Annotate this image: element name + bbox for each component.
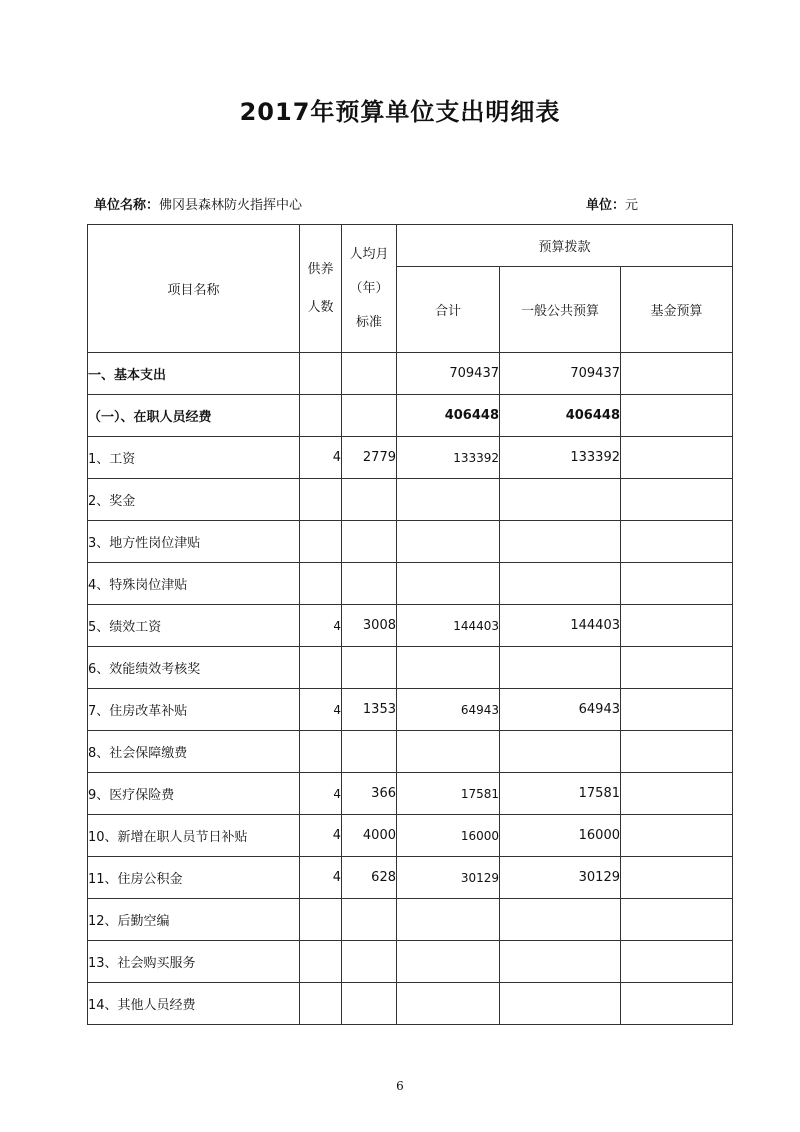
row-fund	[621, 647, 733, 689]
row-name: 一、基本支出	[88, 353, 300, 395]
header-support-count-line2: 人数	[307, 299, 334, 315]
table-row	[88, 563, 733, 605]
page-title: 2017年预算单位支出明细表	[239, 98, 561, 126]
row-general: 709437	[500, 353, 621, 395]
row-count	[300, 731, 342, 773]
row-fund	[621, 479, 733, 521]
header-support-count-line1: 供养	[307, 261, 334, 277]
row-count	[300, 563, 342, 605]
row-count	[300, 395, 342, 437]
row-total	[397, 479, 500, 521]
header-per-capita-standard	[342, 225, 397, 353]
row-count: 4	[300, 857, 342, 899]
row-general	[500, 647, 621, 689]
row-name: 12、后勤空编	[88, 899, 300, 941]
row-general	[500, 521, 621, 563]
row-total: 16000	[397, 815, 500, 857]
row-name: （一）、在职人员经费	[88, 395, 300, 437]
row-name: 10、新增在职人员节日补贴	[88, 815, 300, 857]
row-fund	[621, 773, 733, 815]
header-general-public-budget: 一般公共预算	[500, 267, 621, 353]
table-row	[88, 899, 733, 941]
row-standard	[342, 479, 397, 521]
row-fund	[621, 731, 733, 773]
table-row	[88, 479, 733, 521]
row-count: 4	[300, 773, 342, 815]
row-total	[397, 731, 500, 773]
row-fund	[621, 353, 733, 395]
row-count	[300, 521, 342, 563]
header-support-count	[300, 225, 342, 353]
row-name: 13、社会购买服务	[88, 941, 300, 983]
row-count	[300, 647, 342, 689]
row-total	[397, 647, 500, 689]
row-standard	[342, 941, 397, 983]
row-general: 17581	[500, 773, 621, 815]
row-count	[300, 479, 342, 521]
row-name: 4、特殊岗位津贴	[88, 563, 300, 605]
table-row	[88, 605, 733, 647]
row-count: 4	[300, 437, 342, 479]
header-standard-line3: 标准	[355, 314, 382, 330]
row-standard	[342, 731, 397, 773]
unit-name-line	[94, 194, 302, 213]
row-count	[300, 983, 342, 1025]
row-total: 30129	[397, 857, 500, 899]
row-name: 14、其他人员经费	[88, 983, 300, 1025]
header-budget-allocation: 预算拨款	[397, 225, 733, 267]
row-standard	[342, 395, 397, 437]
row-standard	[342, 563, 397, 605]
row-total	[397, 899, 500, 941]
unit-label: 单位：	[586, 198, 626, 213]
row-fund	[621, 899, 733, 941]
table-row	[88, 437, 733, 479]
row-general: 406448	[500, 395, 621, 437]
table-row	[88, 521, 733, 563]
row-fund	[621, 605, 733, 647]
row-fund	[621, 563, 733, 605]
row-count	[300, 941, 342, 983]
page-number: 6	[396, 1079, 404, 1093]
row-general: 144403	[500, 605, 621, 647]
row-standard: 628	[342, 857, 397, 899]
row-name: 9、医疗保险费	[88, 773, 300, 815]
row-total	[397, 983, 500, 1025]
table-row	[88, 815, 733, 857]
row-general	[500, 899, 621, 941]
row-fund	[621, 395, 733, 437]
row-fund	[621, 983, 733, 1025]
table-row	[88, 689, 733, 731]
row-general: 133392	[500, 437, 621, 479]
row-name: 7、住房改革补贴	[88, 689, 300, 731]
table-row	[88, 353, 733, 395]
header-total: 合计	[397, 267, 500, 353]
row-fund	[621, 815, 733, 857]
row-fund	[621, 437, 733, 479]
row-total	[397, 521, 500, 563]
row-total: 17581	[397, 773, 500, 815]
row-total	[397, 941, 500, 983]
unit-name-label: 单位名称：	[94, 198, 160, 213]
row-total: 709437	[397, 353, 500, 395]
row-name: 8、社会保障缴费	[88, 731, 300, 773]
row-standard: 366	[342, 773, 397, 815]
table-row	[88, 857, 733, 899]
row-general	[500, 983, 621, 1025]
row-standard	[342, 353, 397, 395]
row-name: 6、效能绩效考核奖	[88, 647, 300, 689]
unit-line	[586, 194, 638, 213]
row-name: 5、绩效工资	[88, 605, 300, 647]
table-row	[88, 773, 733, 815]
row-general	[500, 479, 621, 521]
row-count: 4	[300, 689, 342, 731]
row-standard: 1353	[342, 689, 397, 731]
table-row	[88, 395, 733, 437]
row-standard: 3008	[342, 605, 397, 647]
row-standard	[342, 899, 397, 941]
row-standard	[342, 647, 397, 689]
table-row	[88, 731, 733, 773]
header-standard-line1: 人均月	[349, 246, 389, 262]
budget-table	[87, 224, 733, 1025]
row-name: 11、住房公积金	[88, 857, 300, 899]
row-fund	[621, 941, 733, 983]
row-fund	[621, 689, 733, 731]
row-count	[300, 899, 342, 941]
row-count: 4	[300, 815, 342, 857]
row-standard	[342, 521, 397, 563]
table-row	[88, 941, 733, 983]
unit-name-value: 佛冈县森林防火指挥中心	[159, 198, 303, 213]
table-row	[88, 647, 733, 689]
row-general	[500, 941, 621, 983]
unit-value: 元	[625, 198, 639, 213]
row-general: 30129	[500, 857, 621, 899]
row-general	[500, 731, 621, 773]
row-total: 406448	[397, 395, 500, 437]
row-general	[500, 563, 621, 605]
row-count	[300, 353, 342, 395]
row-name: 1、工资	[88, 437, 300, 479]
table-row	[88, 983, 733, 1025]
row-total	[397, 563, 500, 605]
row-name: 3、地方性岗位津贴	[88, 521, 300, 563]
row-name: 2、奖金	[88, 479, 300, 521]
row-standard	[342, 983, 397, 1025]
header-standard-line2: （年）	[349, 280, 389, 296]
row-general: 16000	[500, 815, 621, 857]
row-fund	[621, 521, 733, 563]
row-standard: 2779	[342, 437, 397, 479]
header-item-name: 项目名称	[88, 225, 300, 353]
row-standard: 4000	[342, 815, 397, 857]
row-general: 64943	[500, 689, 621, 731]
header-fund-budget: 基金预算	[621, 267, 733, 353]
row-count: 4	[300, 605, 342, 647]
row-total: 64943	[397, 689, 500, 731]
row-total: 133392	[397, 437, 500, 479]
row-total: 144403	[397, 605, 500, 647]
row-fund	[621, 857, 733, 899]
